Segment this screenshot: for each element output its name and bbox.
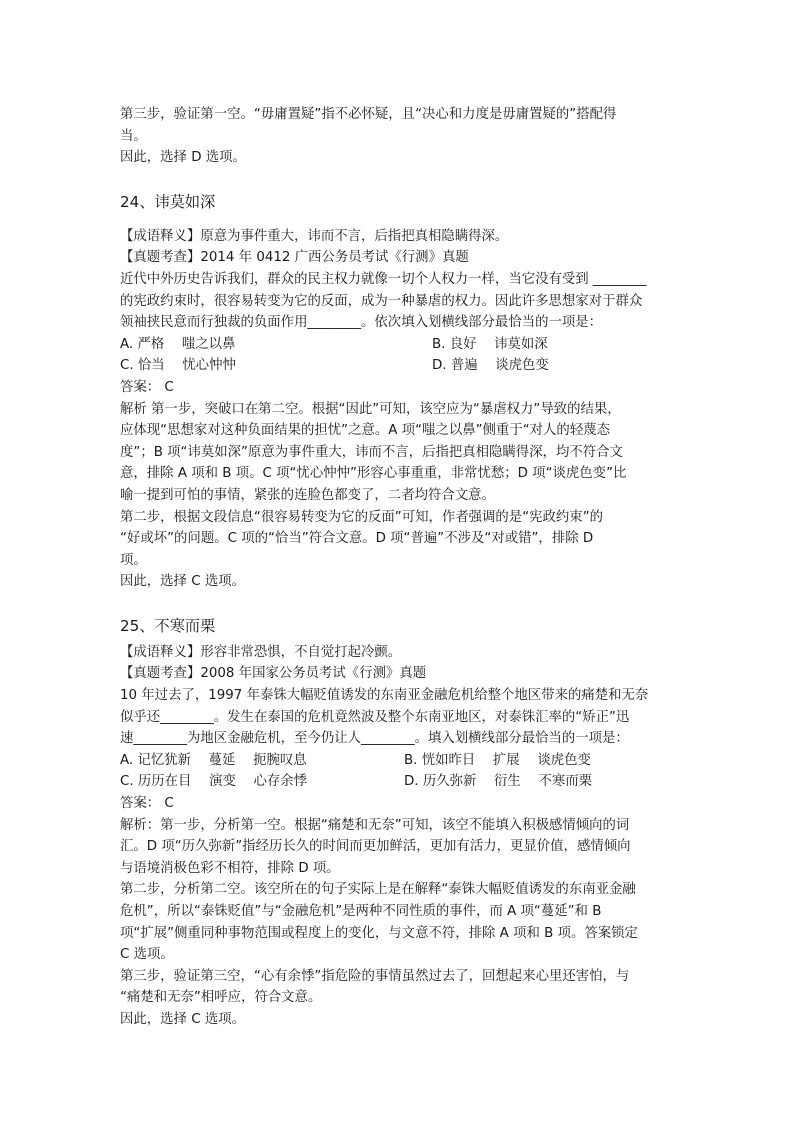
analysis-line: 项“扩展”侧重同种事物范围或程度上的变化，与文意不符，排除 A 项和 B 项。答案锁定 [120,925,638,941]
exam-source: 【真题考查】2014 年 0412 广西公务员考试《行测》真题 [120,250,469,266]
analysis-line: 解析 第一步，突破口在第二空。根据“因此”可知，该空应为“暴虐权力”导致的结果， [120,401,621,417]
conclusion: 因此，选择 D 选项。 [120,150,246,166]
text-line: 第三步，验证第一空。“毋庸置疑”指不必怀疑，且“决心和力度是毋庸置疑的”搭配得 [120,107,617,122]
options-row [120,771,692,793]
option-d: D. 普遍 谈虎色变 [432,358,549,374]
option-b: B. 恍如昨日 扩展 谈虎色变 [404,752,591,768]
analysis-line: 汇。D 项“历久弥新”指经历长久的时间而更加鲜活，更加有活力，更显价值，感情倾向 [120,839,631,855]
analysis-line: 应体现“思想家对这种负面结果的担忧”之意。A 项“嗤之以鼻”侧重于“对人的轻蔑态 [120,423,610,439]
question-line: 10 年过去了，1997 年泰铢大幅贬值诱发的东南亚金融危机给整个地区带来的痛楚和无奈 [120,688,649,704]
analysis-line: 喻一提到可怕的事情，紧张的连脸色都变了，二者均符合文意。 [120,487,495,503]
idiom-definition: 【成语释义】原意为事件重大，讳而不言，后指把真相隐瞒得深。 [120,228,509,244]
analysis-line: 意，排除 A 项和 B 项。C 项“忧心忡忡”形容心事重重，非常忧愁；D 项“谈虎色变”比 [120,466,627,482]
option-a: A. 严格 嗤之以鼻 [120,336,236,352]
options-row [120,334,692,356]
option-c: C. 历历在目 演变 心存余悸 [120,774,308,790]
question-line: 速________为地区金融危机，至今仍让人________。填入划横线部分最恰当的一项是： [120,731,629,747]
analysis-line: 项。 [120,552,147,568]
analysis-line: “痛楚和无奈”相呼应，符合文意。 [120,990,322,1006]
question-line: 的宪政约束时，很容易转变为它的反面，成为一种暴虐的权力。因此许多思想家对于群众 [120,293,643,309]
idiom-title-25: 25、不寒而栗 [120,616,216,635]
idiom-definition: 【成语释义】形容非常恐惧，不自觉打起冷颤。 [120,644,402,660]
question-line: 领袖挟民意而行独裁的负面作用________。依次填入划横线部分最恰当的一项是： [120,315,603,331]
analysis-line: 度”；B 项“讳莫如深”原意为事件重大，讳而不言，后指把真相隐瞒得深，均不符合文 [120,444,623,460]
analysis-line: 与语境消极色彩不相符，排除 D 项。 [120,860,340,876]
analysis-line: “好或坏”的问题。C 项的“恰当”符合文意。D 项“普遍”不涉及“对或错”，排除 D [120,531,594,547]
option-b: B. 良好 讳莫如深 [432,336,548,352]
answer: 答案： C [120,796,174,812]
analysis-line: 第二步，根据文段信息“很容易转变为它的反面”可知，作者强调的是“宪政约束”的 [120,509,604,525]
options-row [120,355,692,377]
analysis-line: 第二步，分析第二空。该空所在的句子实际上是在解释“泰铢大幅贬值诱发的东南亚金融 [120,882,636,898]
conclusion: 因此，选择 C 选项。 [120,1011,245,1027]
question-line: 近代中外历史告诉我们，群众的民主权力就像一切个人权力一样，当它没有受到 ________ [120,271,647,287]
text-line: 当。 [120,128,147,144]
option-a: A. 记忆犹新 蔓延 扼腕叹息 [120,752,307,768]
option-d: D. 历久弥新 衍生 不寒而栗 [404,774,593,790]
analysis-line: 第三步，验证第三空，“心有余悸”指危险的事情虽然过去了，回想起来心里还害怕，与 [120,968,630,984]
document-body [120,104,692,1031]
options-row [120,750,692,772]
idiom-title-24: 24、讳莫如深 [120,192,216,211]
analysis-line: C 选项。 [120,947,174,963]
analysis-line: 解析：第一步，分析第一空。根据“痛楚和无奈”可知，该空不能填入积极感情倾向的词 [120,817,630,833]
option-c: C. 恰当 忧心忡忡 [120,358,236,374]
exam-source: 【真题考查】2008 年国家公务员考试《行测》真题 [120,666,427,682]
conclusion: 因此，选择 C 选项。 [120,574,245,590]
question-line: 似乎还________。发生在泰国的危机竟然波及整个东南亚地区，对泰铢汇率的“矫正”迅 [120,709,630,725]
analysis-line: 危机”，所以“泰铢贬值”与“金融危机”是两种不同性质的事件，而 A 项“蔓延”和 B [120,904,602,919]
answer: 答案： C [120,379,174,395]
